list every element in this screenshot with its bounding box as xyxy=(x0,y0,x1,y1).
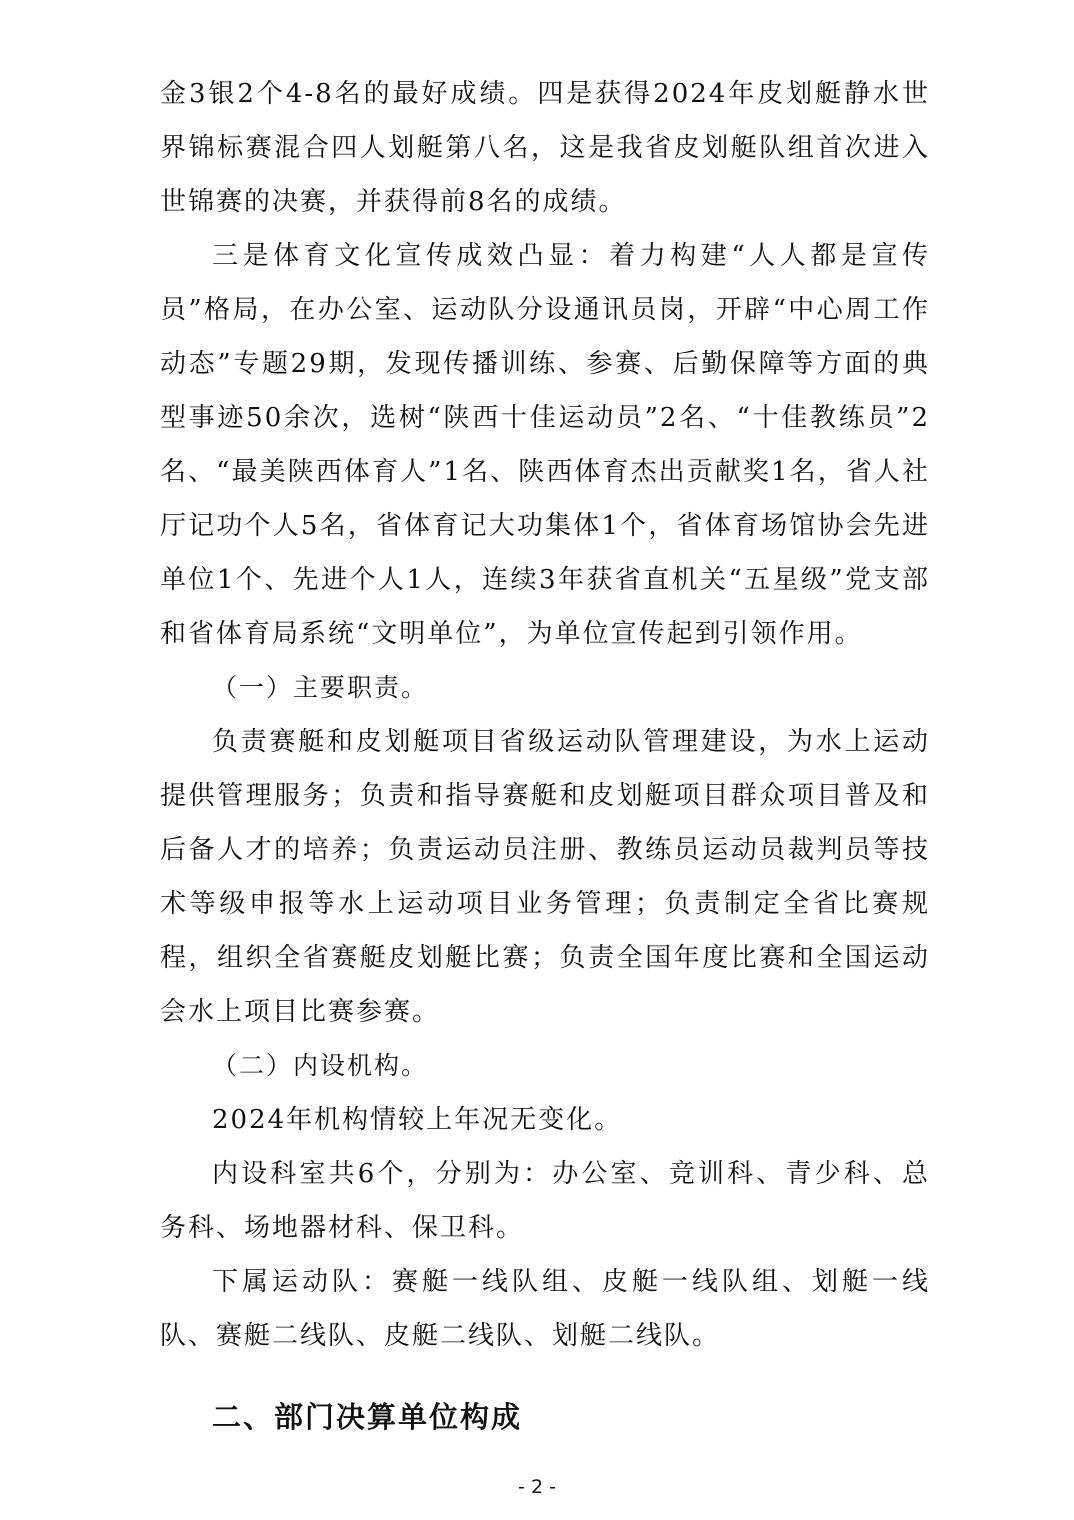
paragraph-achievements-continued: 金3银2个4-8名的最好成绩。四是获得2024年皮划艇静水世界锦标赛混合四人划艇第八名，这是我省皮划艇队组首次进入世锦赛的决赛，并获得前8名的成绩。 xyxy=(160,79,930,217)
paragraph-departments: 内设科室共6个，分别为：办公室、竞训科、青少科、总务科、场地器材科、保卫科。 xyxy=(160,1159,930,1243)
section-title: 二、部门决算单位构成 xyxy=(212,1400,523,1434)
paragraph-structure-unchanged: 2024年机构情较上年况无变化。 xyxy=(212,1105,623,1135)
heading-main-duties: （一）主要职责。 xyxy=(212,673,429,702)
page-number: - 2 - xyxy=(518,1476,556,1498)
paragraph-culture-publicity: 三是体育文化宣传成效凸显：着力构建“人人都是宣传员”格局，在办公室、运动队分设通讯员岗，开辟“中心周工作动态”专题29期，发现传播训练、参赛、后勤保障等方面的典型事迹50余次，选树“陕西十佳运动员”2名、“十佳教练员”2名、“最美陕西体育人”1名、陕西体育杰出贡献奖1名，省人社厅记功个人5名，省体育记大功集体1个，省体育场馆协会先进单位1个、先进个人1人，连续3年获省直机关“五星级”党支部和省体育局系统“文明单位”，为单位宣传起到引领作用。 xyxy=(160,241,930,649)
paragraph-main-duties: 负责赛艇和皮划艇项目省级运动队管理建设，为水上运动提供管理服务；负责和指导赛艇和皮划艇项目群众项目普及和后备人才的培养；负责运动员注册、教练员运动员裁判员等技术等级申报等水上运动项目业务管理；负责制定全省比赛规程，组织全省赛艇皮划艇比赛；负责全国年度比赛和全国运动会水上项目比赛参赛。 xyxy=(160,727,930,1027)
paragraph-teams: 下属运动队：赛艇一线队组、皮艇一线队组、划艇一线队、赛艇二线队、皮艇二线队、划艇二线队。 xyxy=(160,1267,930,1351)
heading-internal-structure: （二）内设机构。 xyxy=(212,1051,429,1080)
